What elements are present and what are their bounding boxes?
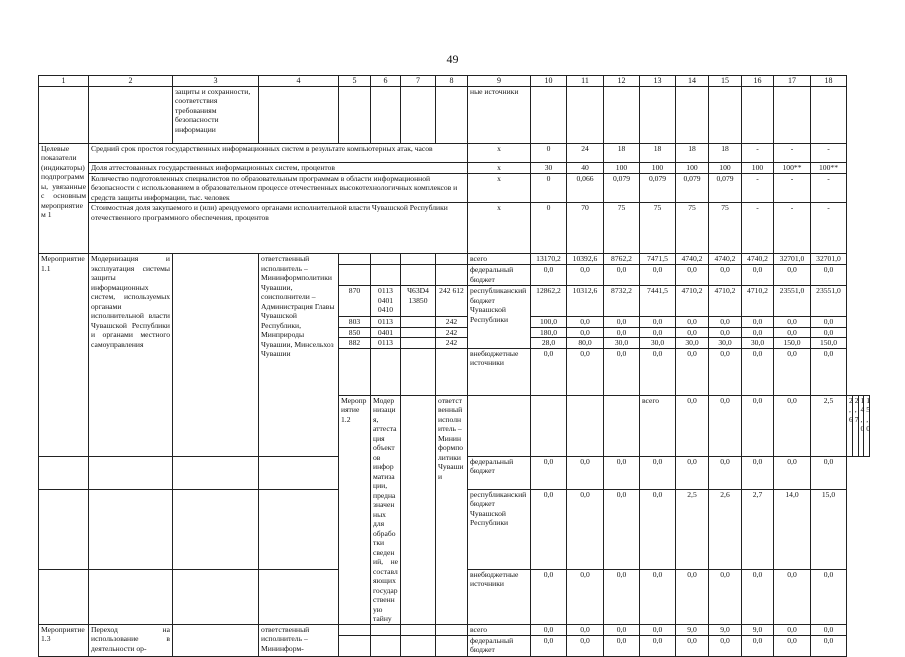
table-cell <box>89 456 173 489</box>
budget-code: 0401 <box>371 327 401 337</box>
table-cell <box>339 265 371 286</box>
targets-label: Целевые показатели (индикаторы) подпрограммы, увязанные с основным мероприятием 1 <box>39 144 89 254</box>
source-label: всего <box>468 254 531 265</box>
value-cell: 0,0 <box>676 317 709 327</box>
value-cell: - <box>742 174 774 203</box>
value-cell: 14,0 <box>858 395 864 456</box>
value-cell: 2,5 <box>676 489 709 569</box>
table-cell <box>567 87 604 144</box>
value-cell: 75 <box>676 203 709 254</box>
table-cell <box>339 635 371 656</box>
value-cell: 0,0 <box>709 456 742 489</box>
value-cell: 30,0 <box>676 338 709 348</box>
value-cell: 7471,5 <box>640 254 676 265</box>
value-cell: 100** <box>774 163 811 174</box>
column-number: 17 <box>774 76 811 87</box>
value-cell: 0,0 <box>774 395 811 456</box>
value-cell: 0,0 <box>811 317 847 327</box>
table-cell <box>401 395 436 624</box>
indicator-name: Количество подготовленных специалистов по образовательным программам в области информационной безопасности с использованием в образовательном процессе отечественных высокотехнологичных комплексов и средств защиты информации, тыс. человек <box>89 174 468 203</box>
budget-code: 803 <box>339 317 371 327</box>
table-cell <box>259 87 339 144</box>
source-label: всего <box>640 395 676 456</box>
value-cell: 2,6 <box>847 395 853 456</box>
value-cell: 0,0 <box>742 265 774 286</box>
source-label: внебюджетные источники <box>468 348 531 395</box>
value-cell: 0,0 <box>531 348 567 395</box>
value-cell: 0,0 <box>774 456 811 489</box>
value-cell: 0,0 <box>640 317 676 327</box>
value-cell: 0,0 <box>604 265 640 286</box>
value-cell: 0,0 <box>742 348 774 395</box>
table-cell <box>604 395 640 456</box>
value-cell: 9,0 <box>709 624 742 635</box>
value-cell: 0,0 <box>567 489 604 569</box>
table-cell <box>436 624 468 635</box>
column-number: 15 <box>709 76 742 87</box>
table-cell <box>371 348 401 395</box>
value-cell: 0,0 <box>531 456 567 489</box>
value-cell: 0,0 <box>774 265 811 286</box>
column-number: 7 <box>401 76 436 87</box>
table-cell <box>39 489 89 569</box>
value-cell: 180,0 <box>531 327 567 337</box>
table-cell <box>371 254 401 265</box>
value-cell: 100 <box>640 163 676 174</box>
column-number: 6 <box>371 76 401 87</box>
column-number: 18 <box>811 76 847 87</box>
table-cell <box>709 87 742 144</box>
measure-executor: ответственный исполнитель – Мининформполитики Чувашии, соисполнители – Администрация Главы Чувашской Республики, Минприроды Чувашии, Минсельхоз Чувашии <box>259 254 339 456</box>
value-cell: 0,0 <box>774 624 811 635</box>
value-cell: - <box>742 203 774 254</box>
measure-executor: ответственный исполнитель – Мининформ- <box>259 624 339 656</box>
value-cell: 0,0 <box>640 456 676 489</box>
budget-code: 0113 <box>371 317 401 327</box>
table-cell <box>339 254 371 265</box>
budget-code <box>401 327 436 337</box>
value-cell: 15,0 <box>811 489 847 569</box>
value-cell: 32701,0 <box>774 254 811 265</box>
source-label: внебюджетные источники <box>468 569 531 624</box>
value-cell: 75 <box>604 203 640 254</box>
table-cell <box>371 624 401 635</box>
measure-label: Мероприятие 1.1 <box>39 254 89 456</box>
value-cell: 0,0 <box>604 456 640 489</box>
indicator-name: Стоимостная доля закупаемого и (или) арендуемого органами исполнительной власти Чувашской Республики отечественного программного обеспечения, процентов <box>89 203 468 254</box>
value-cell: 0,079 <box>676 174 709 203</box>
value-cell: 0,0 <box>742 395 774 456</box>
value-cell: 0,0 <box>567 456 604 489</box>
table-cell <box>640 87 676 144</box>
table-cell <box>39 456 89 489</box>
value-cell: 75 <box>640 203 676 254</box>
table-cell <box>811 87 847 144</box>
budget-code: 242 <box>436 327 468 337</box>
value-cell: 28,0 <box>531 338 567 348</box>
value-cell: 0,0 <box>640 569 676 624</box>
value-cell: 9,0 <box>742 624 774 635</box>
value-cell: 0,0 <box>676 348 709 395</box>
value-cell: 4710,2 <box>676 286 709 317</box>
measure-name: Модернизация, аттестация объектов информатизации, предназначенных для обработки сведений, не составляющих государственную тайну <box>371 395 401 624</box>
table-cell <box>401 87 436 144</box>
value-cell: 0,0 <box>604 635 640 656</box>
value-cell: 0,0 <box>567 635 604 656</box>
budget-code: 0113 0401 0410 <box>371 286 401 317</box>
table-row <box>39 76 870 87</box>
value-cell: 0,0 <box>604 348 640 395</box>
table-row <box>39 144 870 163</box>
value-cell: 0,0 <box>811 569 847 624</box>
value-cell: 4740,2 <box>676 254 709 265</box>
value-cell: 10392,6 <box>567 254 604 265</box>
value-cell: - <box>811 144 847 163</box>
value-cell: 0,0 <box>676 265 709 286</box>
value-cell: 0,0 <box>709 569 742 624</box>
page-number: 49 <box>446 52 459 66</box>
value-cell: 0,0 <box>774 569 811 624</box>
value-cell: 0,0 <box>567 317 604 327</box>
value-cell: 0,0 <box>742 317 774 327</box>
value-cell: 30,0 <box>742 338 774 348</box>
value-cell: - <box>774 144 811 163</box>
value-cell: 40 <box>567 163 604 174</box>
table-cell <box>371 87 401 144</box>
value-cell: 30,0 <box>640 338 676 348</box>
table-row <box>39 203 870 254</box>
column-number: 9 <box>468 76 531 87</box>
value-cell: 80,0 <box>567 338 604 348</box>
source-label: федеральный бюджет <box>468 456 531 489</box>
table-cell <box>436 635 468 656</box>
measure-label: Мероприятие 1.3 <box>39 624 89 656</box>
value-cell: - <box>774 203 811 254</box>
table-cell <box>567 395 604 456</box>
value-cell: 0,0 <box>742 635 774 656</box>
budget-code: 850 <box>339 327 371 337</box>
value-cell: 0,0 <box>604 327 640 337</box>
continuation-text: защиты и сохранности, соответствия требованиям безопасности информации <box>173 87 259 144</box>
source-label: ные источники <box>468 87 531 144</box>
value-cell: 4710,2 <box>742 286 774 317</box>
value-cell: 0,0 <box>742 327 774 337</box>
value-cell: 7441,5 <box>640 286 676 317</box>
value-cell: 30,0 <box>709 338 742 348</box>
table-cell <box>259 569 339 624</box>
table-cell <box>371 635 401 656</box>
table-cell <box>436 265 468 286</box>
value-cell: 8732,2 <box>604 286 640 317</box>
table-cell <box>173 569 259 624</box>
column-number: 12 <box>604 76 640 87</box>
source-label: республиканский бюджет Чувашской Республики <box>468 286 531 348</box>
column-number: 1 <box>39 76 89 87</box>
value-cell: 0,066 <box>567 174 604 203</box>
value-cell: 12862,2 <box>531 286 567 317</box>
value-cell: 0,0 <box>640 489 676 569</box>
value-cell: 2,5 <box>811 395 847 456</box>
value-cell: 0,0 <box>676 456 709 489</box>
table-cell <box>89 569 173 624</box>
value-cell: 0,0 <box>604 489 640 569</box>
table-cell <box>173 489 259 569</box>
value-cell: 15,0 <box>864 395 870 456</box>
value-cell: - <box>742 144 774 163</box>
value-cell: 0,0 <box>811 456 847 489</box>
value-cell: 0,0 <box>640 327 676 337</box>
value-cell: 100 <box>742 163 774 174</box>
value-cell: - <box>811 174 847 203</box>
table-cell <box>676 87 709 144</box>
value-cell: 0,0 <box>742 456 774 489</box>
value-cell: 4740,2 <box>742 254 774 265</box>
table-row <box>39 163 870 174</box>
value-cell: 100** <box>811 163 847 174</box>
value-cell: 0,0 <box>676 635 709 656</box>
source-label: федеральный бюджет <box>468 265 531 286</box>
value-cell: 100 <box>709 163 742 174</box>
table-cell <box>259 489 339 569</box>
table-cell <box>401 254 436 265</box>
indicator-mark: x <box>468 144 531 163</box>
value-cell: 0,079 <box>604 174 640 203</box>
value-cell: 0,0 <box>774 317 811 327</box>
value-cell: 9,0 <box>676 624 709 635</box>
table-cell <box>259 456 339 489</box>
value-cell: 13170,2 <box>531 254 567 265</box>
budget-code: 0113 <box>371 338 401 348</box>
value-cell: 70 <box>567 203 604 254</box>
value-cell: 0,0 <box>811 327 847 337</box>
value-cell: 0,0 <box>567 348 604 395</box>
value-cell: 4710,2 <box>709 286 742 317</box>
value-cell: 0,0 <box>676 327 709 337</box>
table-cell <box>401 635 436 656</box>
value-cell: 0,0 <box>709 317 742 327</box>
value-cell: 0,0 <box>676 395 709 456</box>
value-cell: 0,0 <box>709 327 742 337</box>
value-cell: 0,0 <box>567 265 604 286</box>
value-cell: 23551,0 <box>774 286 811 317</box>
value-cell: 0,0 <box>640 265 676 286</box>
value-cell: 0,0 <box>811 624 847 635</box>
value-cell: 100,0 <box>531 317 567 327</box>
budget-code: 882 <box>339 338 371 348</box>
table-cell <box>339 87 371 144</box>
value-cell: 23551,0 <box>811 286 847 317</box>
indicator-mark: x <box>468 203 531 254</box>
table-cell <box>436 348 468 395</box>
value-cell: 30 <box>531 163 567 174</box>
budget-code: 242 612 <box>436 286 468 317</box>
value-cell: 0,0 <box>531 569 567 624</box>
table-cell <box>436 87 468 144</box>
indicator-mark: x <box>468 163 531 174</box>
value-cell: 0 <box>531 144 567 163</box>
measure-label: Мероприятие 1.2 <box>339 395 371 624</box>
table-cell <box>39 569 89 624</box>
value-cell: 150,0 <box>811 338 847 348</box>
table-cell <box>401 265 436 286</box>
indicator-mark: x <box>468 174 531 203</box>
value-cell: 75 <box>709 203 742 254</box>
value-cell: - <box>774 174 811 203</box>
value-cell: 18 <box>604 144 640 163</box>
value-cell: 0 <box>531 203 567 254</box>
budget-code <box>401 317 436 327</box>
value-cell: 8762,2 <box>604 254 640 265</box>
column-number: 4 <box>259 76 339 87</box>
value-cell: 100 <box>676 163 709 174</box>
value-cell: 0,0 <box>531 265 567 286</box>
value-cell: 24 <box>567 144 604 163</box>
table-cell <box>173 456 259 489</box>
table-cell <box>39 87 89 144</box>
column-number: 11 <box>567 76 604 87</box>
value-cell: 0,0 <box>604 317 640 327</box>
value-cell: 0,0 <box>811 635 847 656</box>
budget-code: 242 <box>436 338 468 348</box>
value-cell: 150,0 <box>774 338 811 348</box>
source-label: всего <box>468 624 531 635</box>
value-cell: 0,0 <box>774 635 811 656</box>
table-row <box>39 174 870 203</box>
value-cell: 30,0 <box>604 338 640 348</box>
value-cell: 18 <box>676 144 709 163</box>
value-cell: 0,0 <box>709 348 742 395</box>
value-cell: 0,0 <box>531 489 567 569</box>
value-cell: 18 <box>640 144 676 163</box>
value-cell: 0 <box>531 174 567 203</box>
value-cell: 2,7 <box>742 489 774 569</box>
column-number: 3 <box>173 76 259 87</box>
value-cell: 0,0 <box>709 265 742 286</box>
column-number: 5 <box>339 76 371 87</box>
value-cell: 32701,0 <box>811 254 847 265</box>
value-cell: 0,079 <box>640 174 676 203</box>
table-cell <box>468 395 531 456</box>
value-cell: 0,0 <box>811 265 847 286</box>
table-cell <box>173 254 259 456</box>
table-cell <box>401 348 436 395</box>
value-cell: 0,0 <box>567 569 604 624</box>
table-cell <box>531 87 567 144</box>
value-cell: 0,0 <box>567 624 604 635</box>
table-cell <box>401 624 436 635</box>
source-label: республиканский бюджет Чувашской Республики <box>468 489 531 569</box>
table-row <box>39 87 870 144</box>
measure-name: Переход на использование в деятельности ор- <box>89 624 173 656</box>
budget-code: 242 <box>436 317 468 327</box>
budget-code: Ч63D4 13850 <box>401 286 436 317</box>
value-cell: 0,0 <box>811 348 847 395</box>
table-cell <box>89 87 173 144</box>
value-cell: 0,0 <box>676 569 709 624</box>
value-cell: 2,6 <box>709 489 742 569</box>
value-cell: 0,0 <box>709 395 742 456</box>
table-cell <box>436 254 468 265</box>
indicator-name: Средний срок простоя государственных информационных систем в результате компьютерных атак, часов <box>89 144 468 163</box>
value-cell: - <box>811 203 847 254</box>
source-label: федеральный бюджет <box>468 635 531 656</box>
value-cell: 10312,6 <box>567 286 604 317</box>
table-row <box>39 624 870 635</box>
value-cell: 0,0 <box>640 635 676 656</box>
table-cell <box>173 624 259 656</box>
column-number: 14 <box>676 76 709 87</box>
table-cell <box>742 87 774 144</box>
value-cell: 4740,2 <box>709 254 742 265</box>
column-number: 8 <box>436 76 468 87</box>
value-cell: 0,0 <box>604 624 640 635</box>
value-cell: 0,0 <box>531 624 567 635</box>
budget-code: 870 <box>339 286 371 317</box>
measure-executor: ответственный исполнитель – Мининформполитики Чувашии <box>436 395 468 624</box>
value-cell: 14,0 <box>774 489 811 569</box>
value-cell: 100 <box>604 163 640 174</box>
value-cell: 0,0 <box>640 348 676 395</box>
column-number: 2 <box>89 76 173 87</box>
budget-code <box>401 338 436 348</box>
table-cell <box>774 87 811 144</box>
measure-name: Модернизация и эксплуатация системы защиты информационных систем, используемых органами исполнительной власти Чувашской Республики и органами местного самоуправления <box>89 254 173 456</box>
table-cell <box>339 624 371 635</box>
column-number: 16 <box>742 76 774 87</box>
program-table <box>38 75 870 657</box>
table-row <box>39 254 870 265</box>
value-cell: 2,7 <box>852 395 858 456</box>
value-cell: 0,0 <box>774 348 811 395</box>
value-cell: 0,0 <box>640 624 676 635</box>
value-cell: 18 <box>709 144 742 163</box>
value-cell: 0,0 <box>709 635 742 656</box>
value-cell: 0,079 <box>709 174 742 203</box>
value-cell: 0,0 <box>531 635 567 656</box>
value-cell: 0,0 <box>742 569 774 624</box>
table-cell <box>89 489 173 569</box>
table-cell <box>531 395 567 456</box>
value-cell: 0,0 <box>774 327 811 337</box>
indicator-name: Доля аттестованных государственных информационных систем, процентов <box>89 163 468 174</box>
column-number: 13 <box>640 76 676 87</box>
table-cell <box>604 87 640 144</box>
value-cell: 0,0 <box>567 327 604 337</box>
value-cell: 0,0 <box>604 569 640 624</box>
table-cell <box>339 348 371 395</box>
table-cell <box>371 265 401 286</box>
column-number: 10 <box>531 76 567 87</box>
